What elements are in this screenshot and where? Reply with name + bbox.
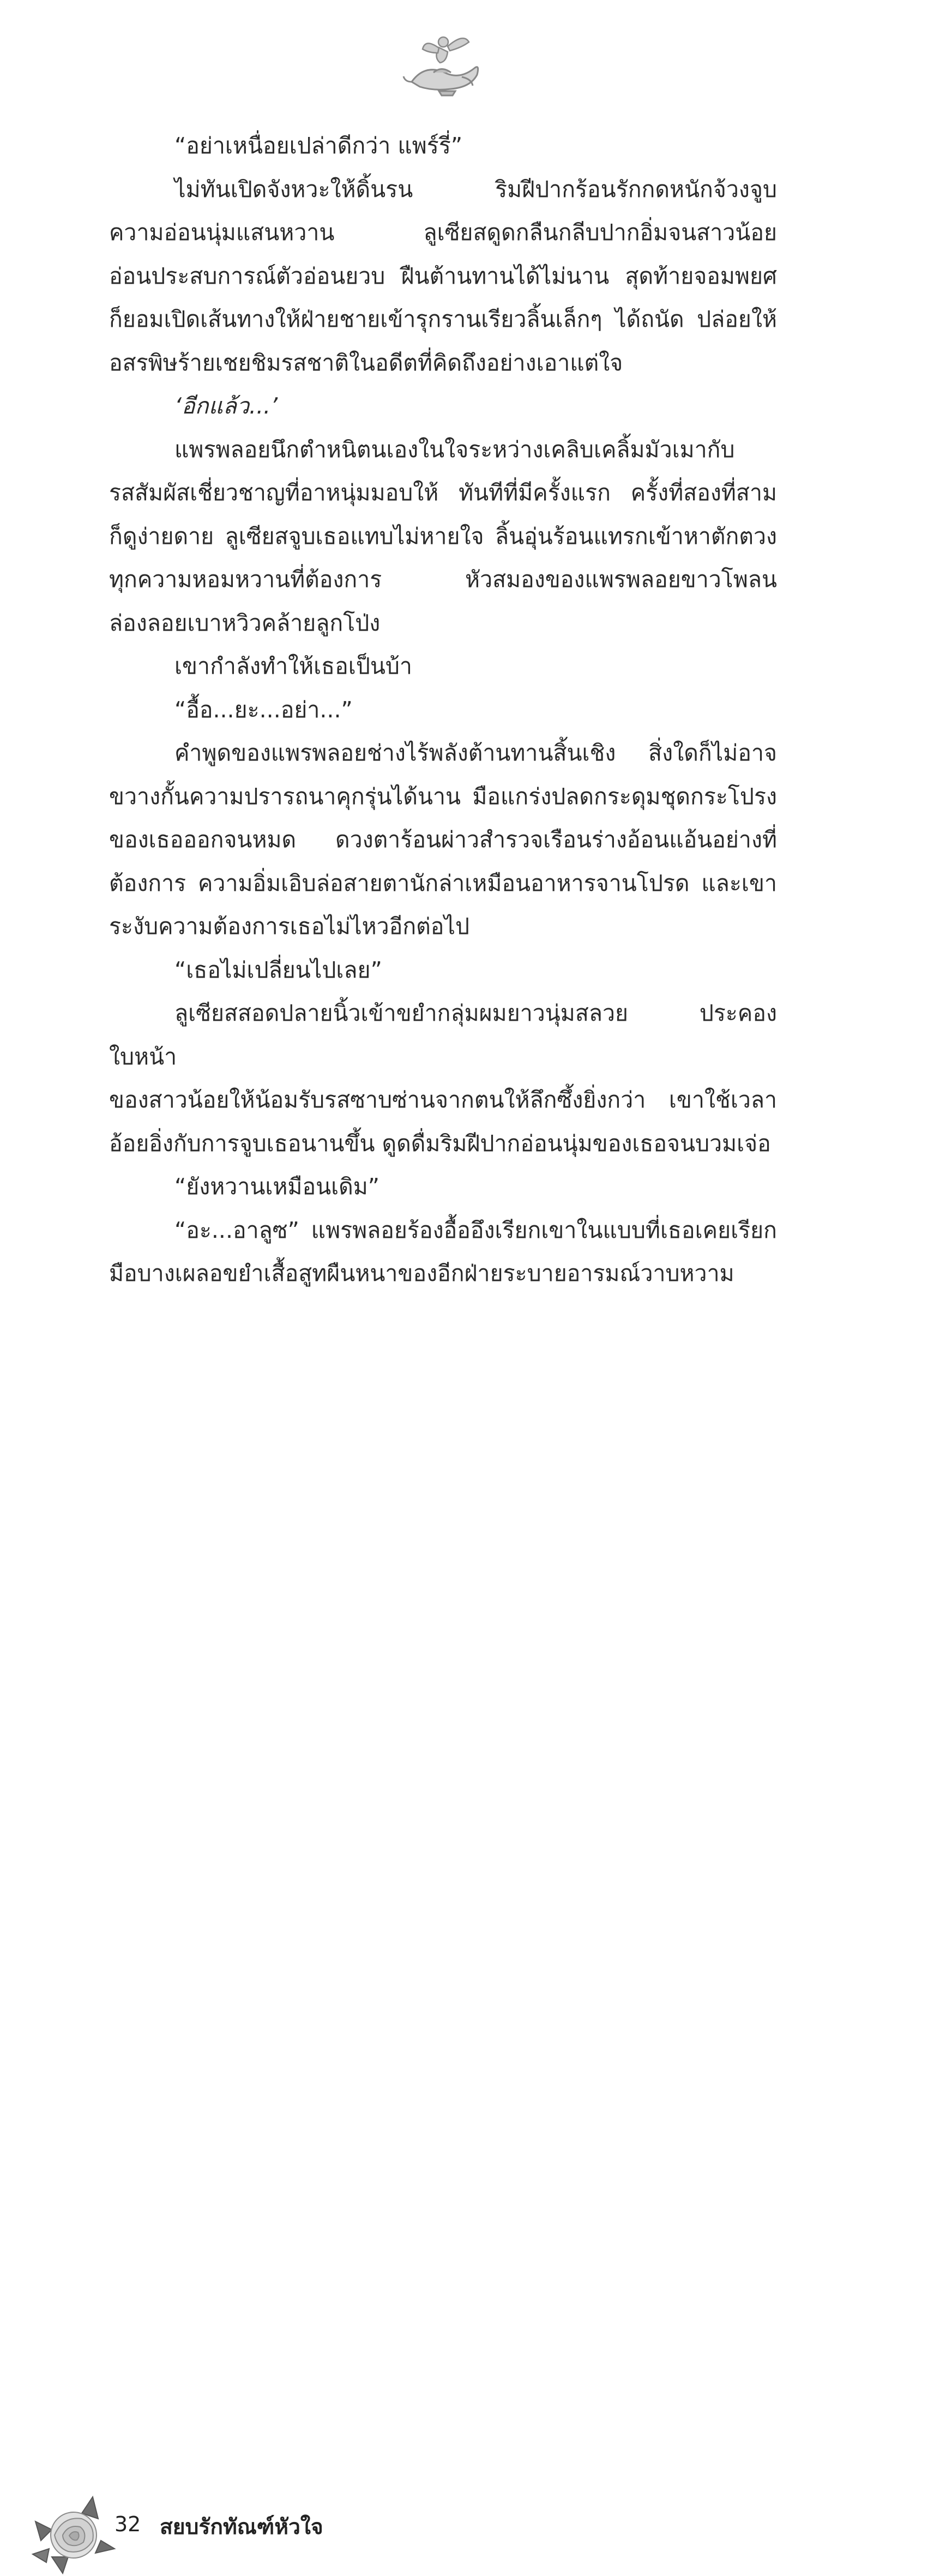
paragraph bbox=[109, 732, 777, 949]
text-line: ระงับความต้องการเธอไม่ไหวอีกต่อไป bbox=[109, 913, 470, 939]
paragraph bbox=[109, 1165, 777, 1209]
paragraph bbox=[109, 124, 777, 168]
text-line: มือบางเผลอขยำเสื้อสูทผืนหนาของอีกฝ่ายระบายอารมณ์วาบหวาม bbox=[109, 1260, 734, 1286]
paragraph bbox=[109, 992, 777, 1165]
paragraph bbox=[109, 168, 777, 385]
text-line: ก็ยอมเปิดเส้นทางให้ฝ่ายชายเข้ารุกรานเรียวลิ้นเล็กๆ ได้ถนัด ปล่อยให้ bbox=[109, 306, 777, 332]
paragraph bbox=[109, 645, 777, 688]
story-text bbox=[109, 124, 777, 1296]
text-line: “เธอไม่เปลี่ยนไปเลย” bbox=[174, 956, 382, 983]
text-line: ลูเซียสสอดปลายนิ้วเข้าขยำกลุ่มผมยาวนุ่มสลวย ประคองใบหน้า bbox=[109, 1000, 777, 1070]
text-line: ต้องการ ความอิ่มเอิบล่อสายตานักล่าเหมือนอาหารจานโปรด และเขา bbox=[109, 870, 777, 896]
text-line: อ้อยอิ่งกับการจูบเธอนานขึ้น ดูดดื่มริมฝีปากอ่อนนุ่มของเธอจนบวมเจ่อ bbox=[109, 1130, 771, 1157]
text-line: แพรพลอยนึกตำหนิตนเองในใจระหว่างเคลิบเคลิ้มมัวเมากับ bbox=[174, 436, 735, 463]
text-line: ของเธอออกจนหมด ดวงตาร้อนผ่าวสำรวจเรือนร่างอ้อนแอ้นอย่างที่ bbox=[109, 826, 777, 853]
text-line: ล่องลอยเบาหวิวคล้ายลูกโป่ง bbox=[109, 609, 381, 636]
text-line: ของสาวน้อยให้น้อมรับรสซาบซ่านจากตนให้ลึกซึ้งยิ่งกว่า เขาใช้เวลา bbox=[109, 1087, 777, 1113]
text-line: ความอ่อนนุ่มแสนหวาน ลูเซียสดูดกลืนกลีบปากอิ่มจนสาวน้อย bbox=[109, 219, 777, 245]
paragraph bbox=[109, 949, 777, 992]
text-line: ทุกความหอมหวานที่ต้องการ หัวสมองของแพรพลอยขาวโพลน bbox=[109, 566, 777, 592]
text-line: “อย่าเหนื่อยเปล่าดีกว่า แพร์รี่” bbox=[174, 133, 463, 159]
text-line: เขากำลังทำให้เธอเป็นบ้า bbox=[174, 653, 412, 679]
genie-lamp-with-cupid-icon bbox=[401, 30, 483, 98]
text-line: อ่อนประสบการณ์ตัวอ่อนยวบ ฝืนต้านทานได้ไม่นาน สุดท้ายจอมพยศ bbox=[109, 262, 777, 289]
page-number: 32 bbox=[115, 2512, 141, 2536]
book-title: สยบรักทัณฑ์หัวใจ bbox=[160, 2515, 323, 2539]
text-line: รสสัมผัสเชี่ยวชาญที่อาหนุ่มมอบให้ ทันทีที่มีครั้งแรก ครั้งที่สองที่สาม bbox=[109, 480, 777, 506]
paragraph bbox=[109, 385, 777, 428]
text-line: ‘อีกแล้ว...’ bbox=[174, 393, 278, 419]
text-line: “อื้อ...ยะ...อย่า...” bbox=[174, 696, 353, 723]
page-footer bbox=[0, 1244, 934, 2539]
text-line: ไม่ทันเปิดจังหวะให้ดิ้นรน ริมฝีปากร้อนรักกดหนักจ้วงจูบ bbox=[174, 176, 777, 202]
rose-flower-icon bbox=[30, 2489, 117, 2576]
text-line: “ยังหวานเหมือนเดิม” bbox=[174, 1173, 380, 1200]
paragraph bbox=[109, 688, 777, 732]
paragraph bbox=[109, 428, 777, 645]
text-line: “อะ...อาลูซ” แพรพลอยร้องอื้ออึงเรียกเขาในแบบที่เธอเคยเรียก bbox=[174, 1217, 777, 1243]
text-line: คำพูดของแพรพลอยช่างไร้พลังต้านทานสิ้นเชิง สิ่งใดก็ไม่อาจ bbox=[174, 740, 777, 766]
text-line: ขวางกั้นความปรารถนาคุกรุ่นได้นาน มือแกร่งปลดกระดุมชุดกระโปรง bbox=[109, 783, 777, 810]
text-line: ก็ดูง่ายดาย ลูเซียสจูบเธอแทบไม่หายใจ ลิ้นอุ่นร้อนแทรกเข้าหาตักตวง bbox=[109, 523, 777, 549]
text-line: อสรพิษร้ายเชยชิมรสชาติในอดีตที่คิดถึงอย่างเอาแต่ใจ bbox=[109, 349, 623, 376]
